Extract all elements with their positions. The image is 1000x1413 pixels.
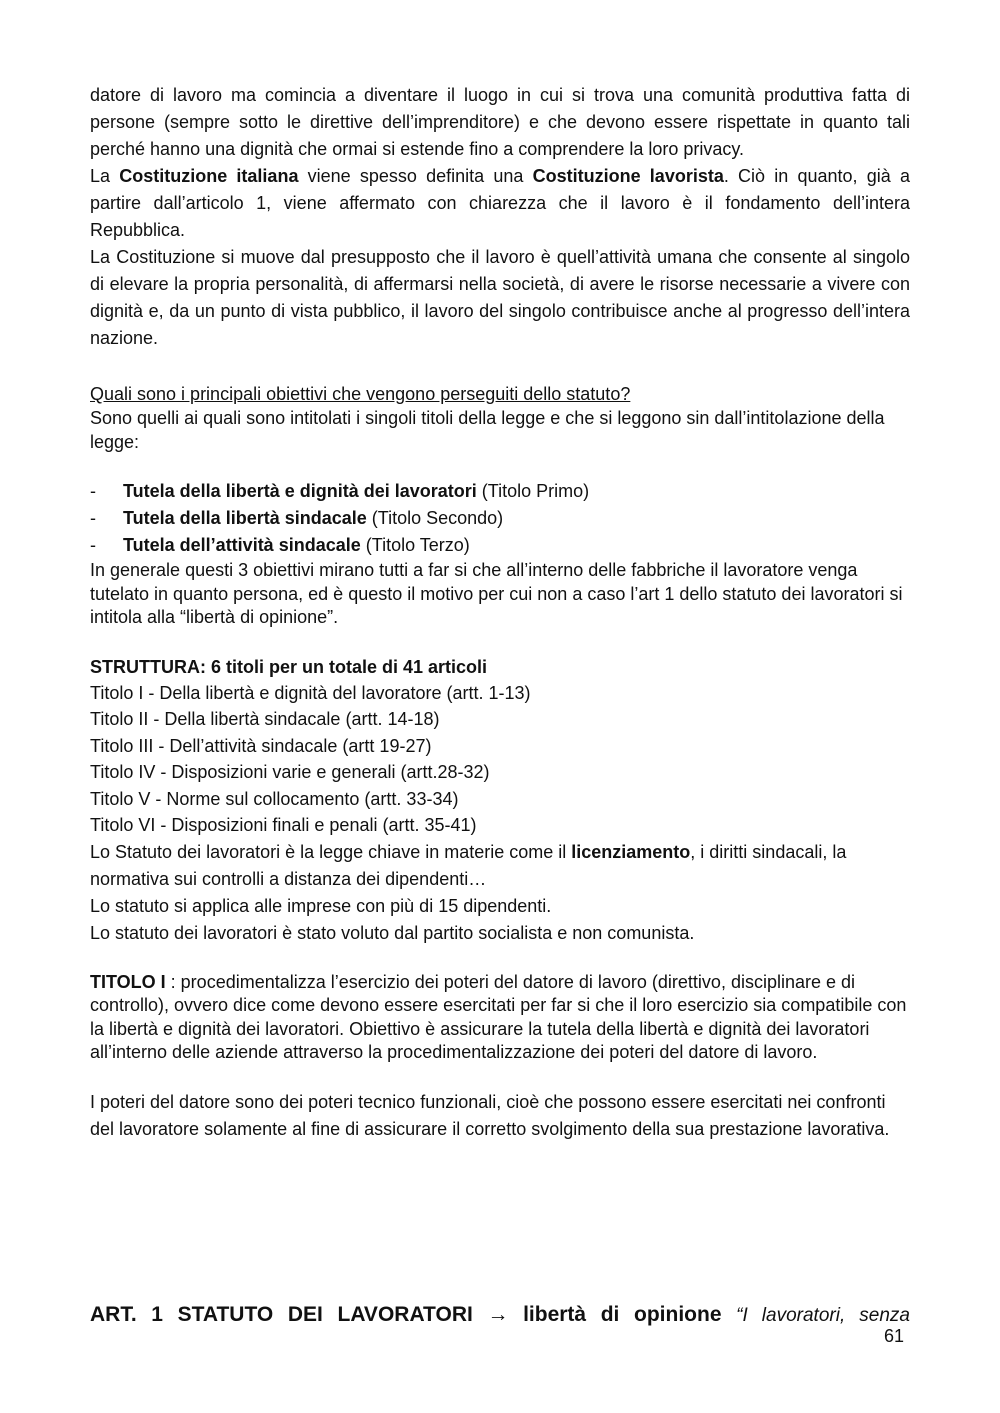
party-paragraph: Lo statuto dei lavoratori è stato voluto dal partito socialista e non comunista.: [90, 922, 695, 943]
work-paragraph: La Costituzione si muove dal presupposto che il lavoro è quell’attività umana che consente al singolo di elevare la propria personalità, di affermarsi nella società, di avere le risorse necessarie a vivere con dignità e, da un punto di vista pubblico, il lavoro del singolo contribuisce anche al progresso dell’intera nazione.: [90, 247, 910, 348]
structure-heading: STRUTTURA: 6 titoli per un totale di 41 articoli: [90, 656, 488, 677]
text-run: , i diritti sindacali, la normativa sui controlli a distanza dei dipendenti…: [90, 841, 847, 889]
powers-paragraph: I poteri del datore sono dei poteri tecnico funzionali, cioè che possono essere esercitati nei confronti del lavoratore solamente al fine di assicurare il corretto svolgimento della sua prestazione lavorativa.: [90, 1091, 890, 1139]
goals-summary: In generale questi 3 obiettivi mirano tutti a far si che all’interno delle fabbriche il lavoratore venga tutelato in quanto persona, ed è questo il motivo per cui non a caso l’art 1 dello statuto dei lavoratori si intitola alla “libertà di opinione”.: [90, 560, 903, 627]
titles-list: [90, 680, 910, 839]
title-item: Titolo III - Dell’attività sindacale (artt 19-27): [90, 735, 432, 756]
answer-paragraph: Sono quelli ai quali sono intitolati i singoli titoli della legge e che si leggono sin dall’intitolazione della legge:: [90, 408, 885, 452]
page-number: 61: [883, 1326, 904, 1346]
bold-term-costituzione-italiana: Costituzione italiana: [119, 166, 299, 186]
title-item: Titolo II - Della libertà sindacale (artt. 14-18): [90, 709, 440, 729]
list-item: [90, 505, 910, 532]
bold-term-costituzione-lavorista: Costituzione lavorista: [532, 166, 724, 186]
intro-paragraph: datore di lavoro ma comincia a diventare il luogo in cui si trova una comunità produttiva fatta di persone (sempre sotto le direttive dell’imprenditore) e che devono essere rispettate in quanto tali perché hanno una dignità che ormai si estende fino a comprendere la loro privacy.: [90, 85, 910, 159]
applies-paragraph: Lo statuto si applica alle imprese con più di 15 dipendenti.: [90, 895, 552, 916]
goal-ref: (Titolo Primo): [476, 481, 590, 501]
bold-term-licenziamento: licenziamento: [571, 841, 691, 862]
text-run: . Ciò in quanto, già a partire dall’articolo 1, viene affermato con chiarezza che il lavoro è il fondamento dell’intera Repubblica.: [90, 166, 910, 240]
goal-title: Tutela della libertà sindacale: [123, 508, 367, 528]
article-quote: “I lavoratori, senza: [736, 1305, 910, 1326]
goal-ref: (Titolo Secondo): [366, 508, 504, 528]
title-item: Titolo V - Norme sul collocamento (artt. 33-34): [90, 788, 459, 809]
list-item: [90, 532, 910, 559]
goal-title: Tutela della libertà e dignità dei lavoratori: [123, 481, 477, 501]
dash-bullet: -: [90, 508, 96, 528]
list-item: [90, 478, 910, 505]
constitution-paragraph: [90, 163, 910, 244]
dash-bullet: -: [90, 481, 96, 501]
goal-ref: (Titolo Terzo): [360, 535, 470, 555]
dash-bullet: -: [90, 535, 96, 555]
question-heading: Quali sono i principali obiettivi che vengono perseguiti dello statuto?: [90, 384, 631, 404]
goals-list: [90, 478, 910, 559]
article-one-heading: [90, 1301, 910, 1330]
article-heading-text: ART. 1 STATUTO DEI LAVORATORI → libertà di opinione: [90, 1303, 722, 1326]
document-page: [90, 82, 910, 1143]
goal-title: Tutela dell’attività sindacale: [123, 535, 361, 555]
text-run: viene spesso definita una: [298, 166, 533, 186]
text-run: La: [90, 166, 120, 186]
titolo-one-label: TITOLO I: [90, 971, 166, 992]
key-law-paragraph: [90, 839, 910, 893]
text-run: Lo Statuto dei lavoratori è la legge chiave in materie come il: [90, 841, 572, 862]
title-item: Titolo VI - Disposizioni finali e penali (artt. 35-41): [90, 815, 477, 835]
title-item: Titolo IV - Disposizioni varie e generali (artt.28-32): [90, 762, 490, 782]
title-item: Titolo I - Della libertà e dignità del lavoratore (artt. 1-13): [90, 682, 531, 703]
text-run: : procedimentalizza l’esercizio dei poteri del datore di lavoro (direttivo, disciplinare e di controllo), ovvero dice come devono essere esercitati per far si che il loro esercizio sia compatibile con la libertà e dignità dei lavoratori. Obiettivo è assicurare la tutela della libertà e dignità dei lavoratori all’interno delle aziende attraverso la procedimentalizzazione dei poteri del datore di lavoro.: [90, 971, 907, 1062]
titolo-one-paragraph: [90, 971, 910, 1065]
